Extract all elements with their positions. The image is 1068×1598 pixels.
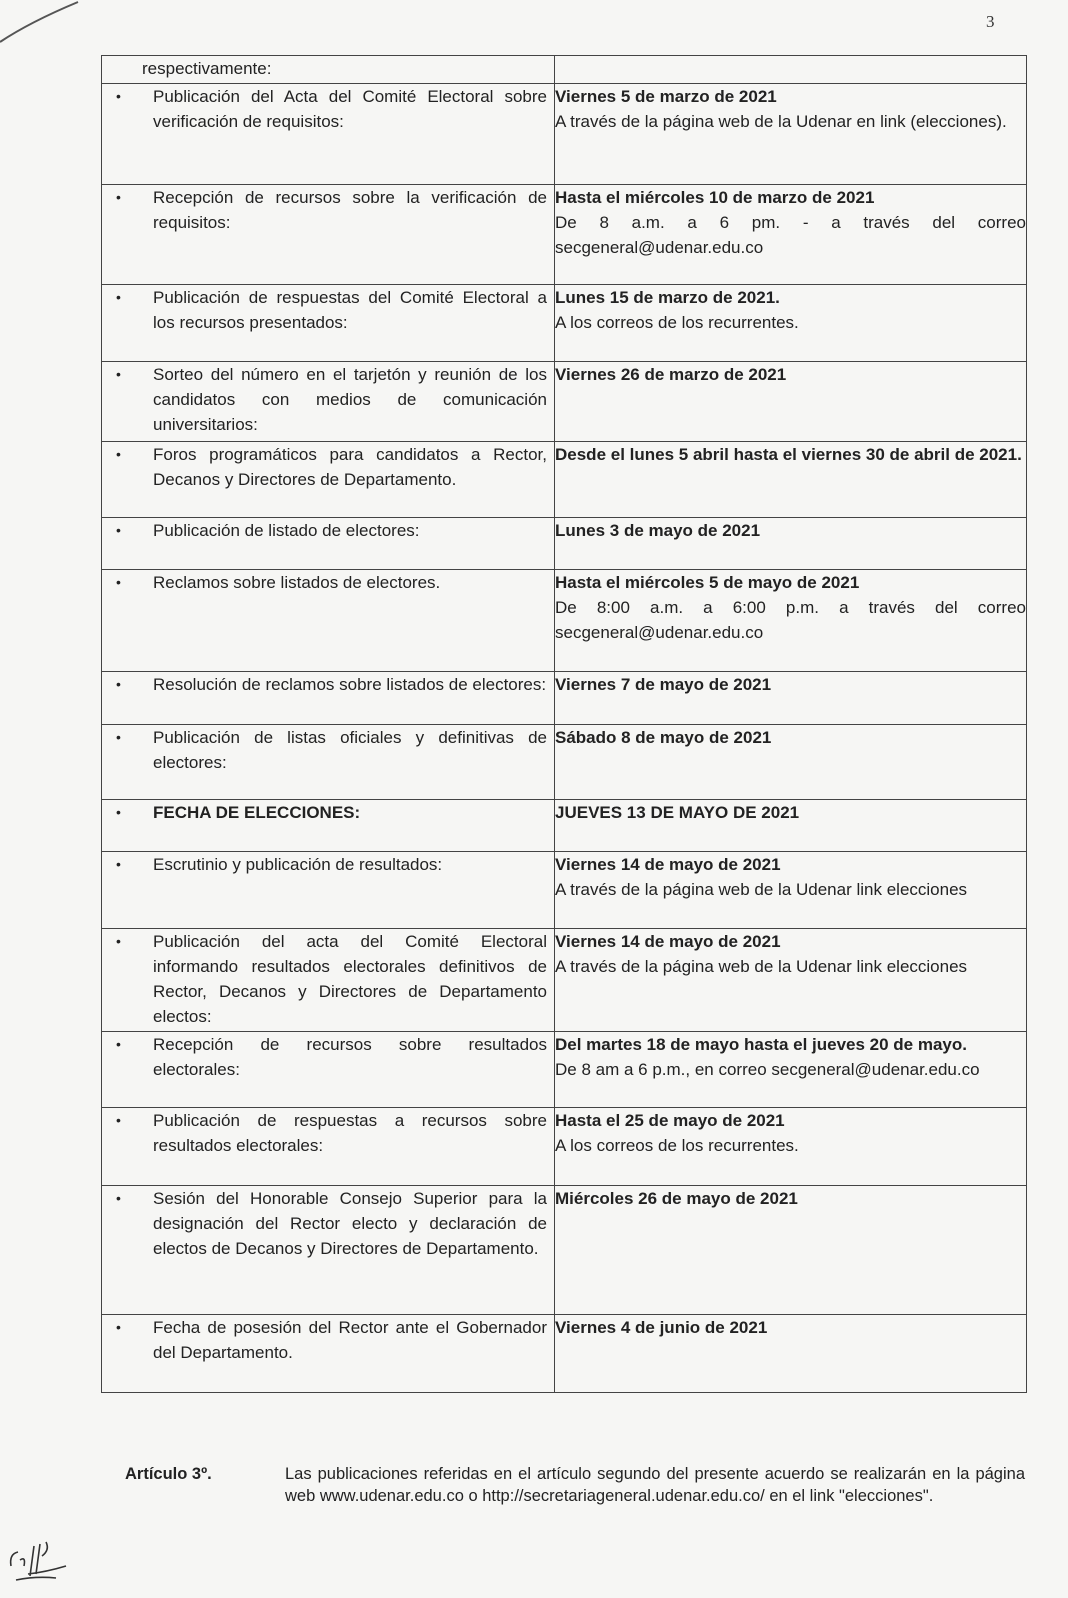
date-cell <box>555 570 1027 672</box>
date-main: Lunes 15 de marzo de 2021. <box>555 288 780 307</box>
activity-cell <box>102 1032 555 1108</box>
date-main: Desde el lunes 5 abril hasta el viernes 30 de abril de 2021. <box>555 445 1022 464</box>
date-detail: De 8 a.m. a 6 pm. - a través del correo secgeneral@udenar.edu.co <box>555 213 1026 257</box>
schedule-row <box>102 929 1027 1032</box>
schedule-row <box>102 362 1027 442</box>
activity-text: Reclamos sobre listados de electores. <box>153 573 441 592</box>
bullet-icon: • <box>116 289 121 305</box>
date-cell <box>555 84 1027 185</box>
bullet-icon: • <box>116 1036 121 1052</box>
bullet-icon: • <box>116 676 121 692</box>
activity-text: Sorteo del número en el tarjetón y reunión de los candidatos con medios de comunicación universitarios: <box>153 365 547 434</box>
bullet-icon: • <box>116 933 121 949</box>
activity-text: Publicación de listas oficiales y definitivas de electores: <box>153 728 547 772</box>
date-main: Hasta el 25 de mayo de 2021 <box>555 1111 785 1130</box>
activity-text: respectivamente: <box>142 59 272 78</box>
schedule-row <box>102 1315 1027 1393</box>
date-main: Lunes 3 de mayo de 2021 <box>555 521 761 540</box>
date-cell <box>555 185 1027 285</box>
activity-text: Resolución de reclamos sobre listados de electores: <box>153 675 547 694</box>
date-detail: A los correos de los recurrentes. <box>555 1136 799 1155</box>
activity-text: Publicación de respuestas del Comité Electoral a los recursos presentados: <box>153 288 547 332</box>
bullet-icon: • <box>116 804 121 820</box>
activity-cell <box>102 1186 555 1315</box>
date-cell <box>555 518 1027 570</box>
bullet-icon: • <box>116 366 121 382</box>
activity-text: Foros programáticos para candidatos a Rector, Decanos y Directores de Departamento. <box>153 445 547 489</box>
activity-cell <box>102 672 555 725</box>
schedule-row <box>102 1108 1027 1186</box>
schedule-row <box>102 725 1027 800</box>
activity-cell <box>102 1108 555 1186</box>
article-text: Las publicaciones referidas en el artículo segundo del presente acuerdo se realizarán en la página web www.udenar.edu.co o http://secretariageneral.udenar.edu.co/ en el link "elecciones". <box>285 1465 1025 1505</box>
activity-text: Publicación del acta del Comité Electoral informando resultados electorales definitivos de Rector, Decanos y Directores de Departamento electos: <box>153 932 547 1026</box>
date-detail: A través de la página web de la Udenar en link (elecciones). <box>555 112 1007 131</box>
schedule-row <box>102 570 1027 672</box>
date-cell <box>555 56 1027 84</box>
bullet-icon: • <box>116 446 121 462</box>
bullet-icon: • <box>116 1319 121 1335</box>
date-main: Hasta el miércoles 10 de marzo de 2021 <box>555 188 875 207</box>
activity-cell <box>102 84 555 185</box>
activity-cell <box>102 185 555 285</box>
bullet-icon: • <box>116 856 121 872</box>
date-cell <box>555 362 1027 442</box>
activity-text: Recepción de recursos sobre resultados electorales: <box>153 1035 547 1079</box>
activity-cell <box>102 725 555 800</box>
bullet-icon: • <box>116 522 121 538</box>
date-main: Sábado 8 de mayo de 2021 <box>555 728 772 747</box>
date-main: Viernes 5 de marzo de 2021 <box>555 87 777 106</box>
schedule-row <box>102 518 1027 570</box>
schedule-row <box>102 1032 1027 1108</box>
schedule-row <box>102 442 1027 518</box>
date-detail: A los correos de los recurrentes. <box>555 313 799 332</box>
date-cell <box>555 929 1027 1032</box>
schedule-row <box>102 1186 1027 1315</box>
activity-text: Recepción de recursos sobre la verificación de requisitos: <box>153 188 547 232</box>
date-cell <box>555 285 1027 362</box>
bullet-icon: • <box>116 88 121 104</box>
date-cell <box>555 1315 1027 1393</box>
activity-text: Publicación de respuestas a recursos sobre resultados electorales: <box>153 1111 547 1155</box>
date-main: Viernes 7 de mayo de 2021 <box>555 675 772 694</box>
date-main: Viernes 4 de junio de 2021 <box>555 1318 768 1337</box>
activity-cell <box>102 442 555 518</box>
schedule-row <box>102 84 1027 185</box>
date-main: Viernes 26 de marzo de 2021 <box>555 365 787 384</box>
date-detail: A través de la página web de la Udenar link elecciones <box>555 957 968 976</box>
activity-text: Publicación de listado de electores: <box>153 521 420 540</box>
date-cell <box>555 852 1027 929</box>
activity-cell <box>102 362 555 442</box>
activity-cell <box>102 800 555 852</box>
schedule-row <box>102 185 1027 285</box>
date-main: Hasta el miércoles 5 de mayo de 2021 <box>555 573 860 592</box>
date-cell <box>555 442 1027 518</box>
page-number: 3 <box>986 12 995 31</box>
date-cell <box>555 1108 1027 1186</box>
schedule-row <box>102 672 1027 725</box>
date-main: Del martes 18 de mayo hasta el jueves 20 de mayo. <box>555 1035 967 1054</box>
activity-text: Sesión del Honorable Consejo Superior para la designación del Rector electo y declaración de electos de Decanos y Directores de Departamento. <box>153 1189 547 1258</box>
activity-text: Publicación del Acta del Comité Electoral sobre verificación de requisitos: <box>153 87 547 131</box>
page-corner-mark <box>0 0 90 70</box>
schedule-row <box>102 800 1027 852</box>
activity-cell <box>102 285 555 362</box>
activity-text: FECHA DE ELECCIONES: <box>153 803 361 822</box>
activity-cell <box>102 56 555 84</box>
date-detail: A través de la página web de la Udenar link elecciones <box>555 880 968 899</box>
date-detail: De 8 am a 6 p.m., en correo secgeneral@udenar.edu.co <box>555 1060 980 1079</box>
schedule-row <box>102 852 1027 929</box>
bullet-icon: • <box>116 574 121 590</box>
date-main: JUEVES 13 DE MAYO DE 2021 <box>555 803 800 822</box>
date-cell <box>555 1032 1027 1108</box>
schedule-row <box>102 285 1027 362</box>
activity-text: Fecha de posesión del Rector ante el Gobernador del Departamento. <box>153 1318 547 1362</box>
date-detail: De 8:00 a.m. a 6:00 p.m. a través del correo secgeneral@udenar.edu.co <box>555 598 1026 642</box>
date-main: Viernes 14 de mayo de 2021 <box>555 932 781 951</box>
article-label: Artículo 3º. <box>125 1465 212 1483</box>
date-main: Miércoles 26 de mayo de 2021 <box>555 1189 798 1208</box>
bullet-icon: • <box>116 189 121 205</box>
activity-cell <box>102 518 555 570</box>
bullet-icon: • <box>116 1190 121 1206</box>
bullet-icon: • <box>116 1112 121 1128</box>
activity-cell <box>102 929 555 1032</box>
activity-cell <box>102 1315 555 1393</box>
bullet-icon: • <box>116 729 121 745</box>
schedule-row <box>102 56 1027 84</box>
activity-text: Escrutinio y publicación de resultados: <box>153 855 443 874</box>
election-schedule-table <box>101 55 1027 1393</box>
date-main: Viernes 14 de mayo de 2021 <box>555 855 781 874</box>
date-cell <box>555 1186 1027 1315</box>
activity-cell <box>102 852 555 929</box>
activity-cell <box>102 570 555 672</box>
handwritten-initials <box>6 1536 76 1586</box>
date-cell <box>555 725 1027 800</box>
article-3 <box>125 1463 1025 1507</box>
date-cell <box>555 672 1027 725</box>
date-cell <box>555 800 1027 852</box>
